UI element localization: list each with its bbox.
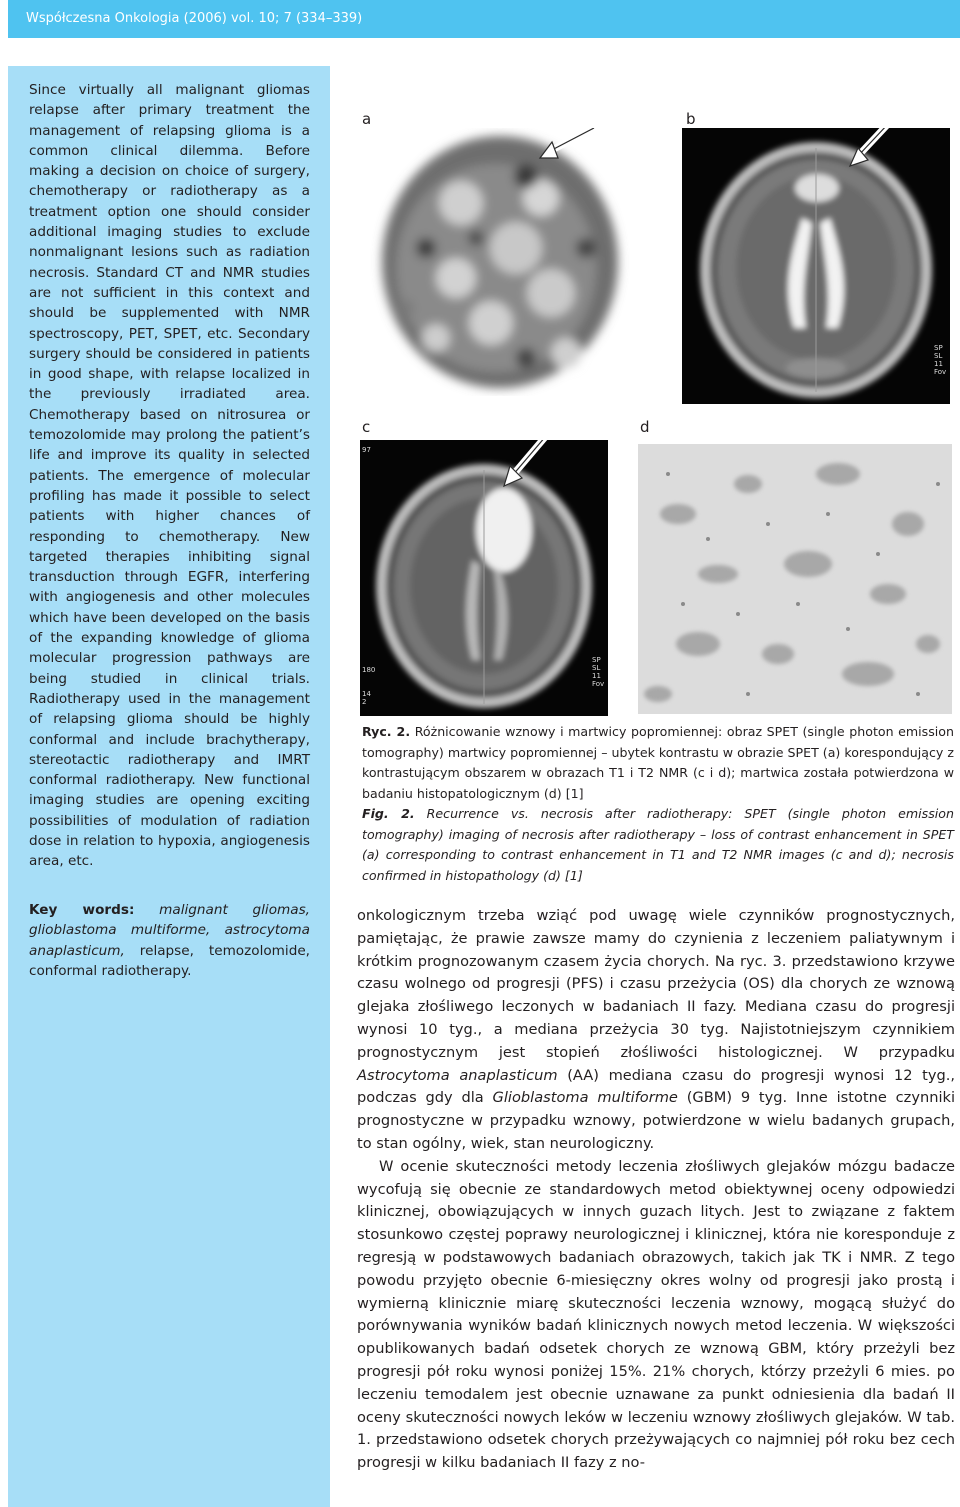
caption-en-text: Recurrence vs. necrosis after radiotherapy: SPET (single photon emission tomography) imaging of necrosis after radiotherapy – loss of contrast enhancement in SPET (a) corresponding to contrast enhancement in T1 and T2 NMR images (c and d); necrosis confirmed in histopathology (d) [1] bbox=[362, 806, 954, 883]
body-paragraph-1 bbox=[357, 905, 955, 1156]
journal-header-bar bbox=[8, 0, 960, 38]
panel-label-c: c bbox=[362, 418, 371, 436]
scan-label-sl-c: SL bbox=[592, 664, 601, 672]
body-p1-part-b: (AA) mediana czasu do progresji wynosi 12 tyg., podczas gdy dla bbox=[357, 1066, 955, 1107]
scan-label-sp-c: SP bbox=[592, 656, 601, 664]
body-paragraph-2: W ocenie skuteczności metody leczenia złośliwych glejaków mózgu badacze wycofują się obecnie ze standardowych metod obiektywnej oceny odpowiedzi klinicznej, obowiązujących w innych guzach litych. Jest to związane z faktem stosunkowo częstej poprawy neurologicznej i klinicznej, która nie koresponduje z regresją w podstawowych badaniach obrazowych, takich jak TK i NMR. Z tego powodu przyjęto obecnie 6-miesięczny okres wolny od progresji jako prostą i wymierną klinicznie miarę skuteczności leczenia wznowy, mogącą służyć do porównywania wyników badań klinicznych nowych metod leczenia. W większości opublikowanych badań odsetek chorych ze wznową GBM, który przeżyli bez progresji pół roku wynosi poniżej 15%. 21% chorych, którzy przeżyli 6 mies. po leczeniu temodalem jest obecnie uznawane za punkt odniesienia dla badań II oceny skuteczności nowych leków w leczeniu wznowy złośliwych glejaków. W tab. 1. przedstawiono odsetek chorych przeżywających co najmniej pół roku bez cech progresji w kilku badaniach II fazy z no- bbox=[357, 1157, 955, 1472]
caption-pl-lead: Ryc. 2. bbox=[362, 724, 411, 739]
scan-label-fov-c: Fov bbox=[592, 680, 605, 688]
body-p1-part-c: (GBM) 9 tyg. Inne istotne czynniki prognostyczne w przypadku wznowy, potwierdzone w wielu badanych grupach, to stan ogólny, wiek, stan neurologiczny. bbox=[357, 1089, 956, 1152]
body-p1-part-a: onkologicznym trzeba wziąć pod uwagę wiele czynników prognostycznych, pamiętając, że prawie zawsze mamy do czynienia z leczeniem paliatywnym i krótkim prognozowanym czasem życia chorych. Na ryc. 3. przedstawiono krzywe czasu wolnego od progresji (PFS) i czasu przeżycia (OS) dla chorych ze wznową glejaka złośliwego leczonych w badaniach II fazy. Mediana czasu do progresji wynosi 10 tyg., a mediana przeżycia 30 tyg. Najistotniejszym czynnikiem prognostycznym jest stopień złośliwości histologicznej. W przypadku bbox=[357, 907, 955, 1061]
panel-label-b: b bbox=[686, 110, 696, 128]
mri-t2-scan-image bbox=[682, 128, 950, 404]
arrow-icon bbox=[540, 128, 594, 158]
scan-label-n14: 14 bbox=[362, 690, 371, 698]
scan-label-sp: SP bbox=[934, 344, 943, 352]
panel-label-a: a bbox=[362, 110, 372, 128]
mri-t1-graphic bbox=[360, 440, 608, 716]
panel-label-d: d bbox=[640, 418, 650, 436]
journal-citation: Współczesna Onkologia (2006) vol. 10; 7 (334–339) bbox=[26, 11, 363, 26]
caption-en-lead: Fig. 2. bbox=[362, 806, 415, 821]
mri-t2-graphic bbox=[682, 128, 950, 404]
scan-label-n97: 97 bbox=[362, 446, 371, 454]
article-body bbox=[357, 905, 955, 1475]
histopathology-image bbox=[638, 444, 952, 714]
keywords-label: Key words: bbox=[29, 902, 135, 918]
abstract-text: Since virtually all malignant gliomas relapse after primary treatment the management of relapsing glioma is a common clinical dilemma. Before making a decision on choice of surgery, chemotherapy or radiotherapy as a treatment option one should consider additional imaging studies to exclude nonmalignant lesions such as radiation necrosis. Standard CT and NMR studies are not sufficient in this context and should be supplemented with NMR spectroscopy, PET, SPET, etc. Secondary surgery should be considered in patients in good shape, with relapse localized in the previously irradiated area. Chemotherapy based on nitrosurea or temozolomide may prolong the patient’s life and improve its quality in selected patients. The emergence of molecular profiling has made it possible to select patients with higher chances of responding to chemotherapy. New targeted therapies inhibiting signal transduction through EGFR, interfering with angiogenesis and other molecules which have been developed on the basis of the expanding knowledge of glioma molecular progression pathways are being studied in clinical trials. Radiotherapy used in the management of relapsing glioma should be highly conformal and include brachytherapy, stereotactic radiotherapy and IMRT conformal radiotherapy. New functional imaging studies are opening exciting possibilities of modulation of radiation dose in relation to hypoxia, angiogenesis area, etc. bbox=[29, 82, 310, 870]
body-p1-term-aa: Astrocytoma anaplasticum bbox=[357, 1066, 558, 1084]
histopathology-graphic bbox=[638, 444, 952, 714]
spet-scan-graphic bbox=[366, 128, 634, 396]
keywords-italic-terms: malignant gliomas, glioblastoma multiforme, astrocytoma anaplasticum, bbox=[29, 902, 310, 959]
scan-label-n180: 180 bbox=[362, 666, 376, 674]
figure-caption bbox=[362, 722, 954, 886]
body-p1-term-gbm: Glioblastoma multiforme bbox=[492, 1089, 678, 1107]
scan-label-n11: 11 bbox=[934, 360, 943, 368]
scan-label-fov: Fov bbox=[934, 368, 947, 376]
keywords-plain-terms: relapse, temozolomide, conformal radiotherapy. bbox=[29, 942, 311, 979]
spet-scan-image bbox=[366, 128, 634, 396]
scan-label-n2: 2 bbox=[362, 698, 367, 706]
scan-label-n11-c: 11 bbox=[592, 672, 601, 680]
scan-label-sl: SL bbox=[934, 352, 943, 360]
keywords bbox=[29, 900, 310, 981]
caption-pl-text: Różnicowanie wznowy i martwicy popromiennej: obraz SPET (single photon emission tomography) martwicy popromiennej – ubytek kontrastu w obrazie SPET (a) korespondujący z kontrastującym obszarem w obrazach T1 i T2 NMR (c i d); martwica została potwierdzona w badaniu histopatologicznym (d) [1] bbox=[362, 724, 954, 801]
mri-t1-scan-image bbox=[360, 440, 608, 716]
